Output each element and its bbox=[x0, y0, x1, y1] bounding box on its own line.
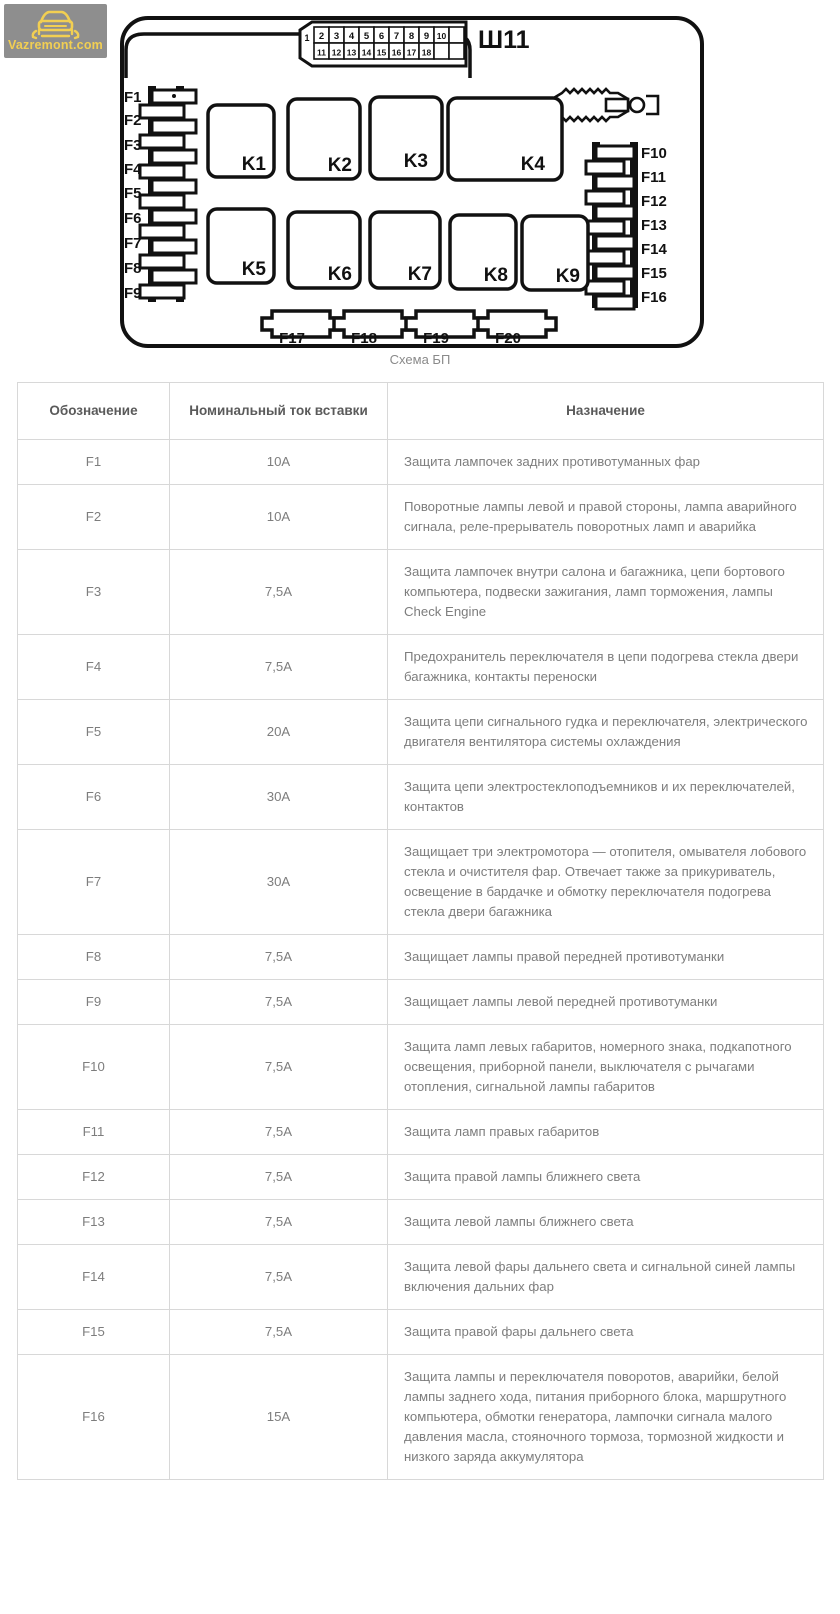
table-row bbox=[18, 1025, 824, 1110]
svg-text:12: 12 bbox=[331, 47, 342, 58]
fuse-label-f1: F1 bbox=[124, 89, 142, 106]
cell-purpose: Защита лампочек задних противотуманных фар bbox=[388, 440, 824, 485]
connector-label: Ш11 bbox=[478, 26, 530, 54]
cell-designation: F12 bbox=[18, 1155, 170, 1200]
cell-purpose: Защита левой лампы ближнего света bbox=[388, 1200, 824, 1245]
svg-text:14: 14 bbox=[361, 47, 372, 58]
cell-designation: F15 bbox=[18, 1310, 170, 1355]
table-row bbox=[18, 1110, 824, 1155]
table-row bbox=[18, 1200, 824, 1245]
cell-designation: F1 bbox=[18, 440, 170, 485]
relay-label-k5: K5 bbox=[241, 259, 266, 280]
table-row bbox=[18, 485, 824, 550]
cell-designation: F6 bbox=[18, 765, 170, 830]
fuse-label-f12: F12 bbox=[641, 193, 667, 210]
cell-purpose: Защищает три электромотора — отопителя, омывателя лобового стекла и очистителя фар. Отвечает также за прикуриватель, освещение в бардачке и обмотку переключателя подогрева стекла двери багажника bbox=[388, 830, 824, 935]
cell-purpose: Защита лампочек внутри салона и багажника, цепи бортового компьютера, подвески зажигания, ламп торможения, лампы Check Engine bbox=[388, 550, 824, 635]
fuse-label-f7: F7 bbox=[124, 235, 142, 252]
header-rating: Номинальный ток вставки bbox=[170, 383, 388, 440]
logo-text: Vazremont.com bbox=[8, 38, 103, 52]
svg-text:15: 15 bbox=[376, 47, 387, 58]
fuse-label-f14: F14 bbox=[641, 241, 667, 258]
table-header-row bbox=[18, 383, 824, 440]
svg-text:9: 9 bbox=[423, 31, 430, 42]
cell-designation: F4 bbox=[18, 635, 170, 700]
fuse-label-f4: F4 bbox=[124, 161, 142, 178]
fuse-label-f18: F18 bbox=[351, 330, 377, 347]
fuse-label-f19: F19 bbox=[423, 330, 449, 347]
cell-rating: 10A bbox=[170, 485, 388, 550]
svg-text:6: 6 bbox=[378, 31, 385, 42]
cell-rating: 7,5A bbox=[170, 1310, 388, 1355]
table-row bbox=[18, 1355, 824, 1480]
cell-purpose: Защита цепи сигнального гудка и переключателя, электрического двигателя вентилятора системы охлаждения bbox=[388, 700, 824, 765]
table-row bbox=[18, 935, 824, 980]
fuse-label-f13: F13 bbox=[641, 217, 667, 234]
table-row bbox=[18, 1155, 824, 1200]
fuse-label-f3: F3 bbox=[124, 137, 142, 154]
fuse-label-f15: F15 bbox=[641, 265, 667, 282]
cell-designation: F11 bbox=[18, 1110, 170, 1155]
fuse-label-f11: F11 bbox=[641, 169, 667, 186]
cell-purpose: Защищает лампы правой передней противотуманки bbox=[388, 935, 824, 980]
svg-text:2: 2 bbox=[318, 31, 325, 42]
table-row bbox=[18, 1245, 824, 1310]
fuse-table bbox=[17, 382, 824, 1480]
svg-text:7: 7 bbox=[393, 31, 400, 42]
cell-purpose: Защищает лампы левой передней противотуманки bbox=[388, 980, 824, 1025]
cell-purpose: Поворотные лампы левой и правой стороны, лампа аварийного сигнала, реле-прерыватель поворотных ламп и аварийка bbox=[388, 485, 824, 550]
svg-text:8: 8 bbox=[408, 31, 415, 42]
svg-text:16: 16 bbox=[391, 47, 402, 58]
table-row bbox=[18, 440, 824, 485]
cell-rating: 15A bbox=[170, 1355, 388, 1480]
relay-label-k6: K6 bbox=[327, 264, 352, 285]
cell-purpose: Защита правой фары дальнего света bbox=[388, 1310, 824, 1355]
svg-text:11: 11 bbox=[317, 47, 326, 58]
cell-designation: F9 bbox=[18, 980, 170, 1025]
cell-purpose: Защита левой фары дальнего света и сигнальной синей лампы включения дальних фар bbox=[388, 1245, 824, 1310]
relay-label-k9: K9 bbox=[555, 266, 580, 287]
cell-purpose: Защита лампы и переключателя поворотов, аварийки, белой лампы заднего хода, питания приборного блока, маршрутного компьютера, обмотки генератора, лампочки сигнала малого давления масла, стояночного тормоза, тормозной жидкости и низкого заряда аккумулятора bbox=[388, 1355, 824, 1480]
cell-designation: F13 bbox=[18, 1200, 170, 1245]
cell-purpose: Предохранитель переключателя в цепи подогрева стекла двери багажника, контакты переноски bbox=[388, 635, 824, 700]
cell-rating: 7,5A bbox=[170, 1110, 388, 1155]
relay-label-k3: K3 bbox=[403, 151, 428, 172]
cell-designation: F10 bbox=[18, 1025, 170, 1110]
fuse-label-f2: F2 bbox=[124, 112, 142, 129]
cell-rating: 7,5A bbox=[170, 1025, 388, 1110]
table-row bbox=[18, 700, 824, 765]
svg-text:17: 17 bbox=[406, 47, 417, 58]
cell-purpose: Защита ламп правых габаритов bbox=[388, 1110, 824, 1155]
table-row bbox=[18, 830, 824, 935]
cell-designation: F16 bbox=[18, 1355, 170, 1480]
cell-purpose: Защита цепи электростеклоподъемников и их переключателей, контактов bbox=[388, 765, 824, 830]
cell-rating: 7,5A bbox=[170, 1200, 388, 1245]
cell-designation: F8 bbox=[18, 935, 170, 980]
cell-rating: 7,5A bbox=[170, 1155, 388, 1200]
header-designation: Обозначение bbox=[18, 383, 170, 440]
cell-designation: F2 bbox=[18, 485, 170, 550]
table-row bbox=[18, 635, 824, 700]
svg-text:1: 1 bbox=[304, 33, 310, 43]
relay-label-k4: K4 bbox=[520, 154, 545, 175]
svg-text:13: 13 bbox=[346, 47, 357, 58]
svg-text:3: 3 bbox=[333, 31, 340, 42]
svg-text:5: 5 bbox=[363, 31, 370, 42]
relay-label-k8: K8 bbox=[483, 265, 508, 286]
cell-rating: 7,5A bbox=[170, 980, 388, 1025]
cell-rating: 10A bbox=[170, 440, 388, 485]
cell-designation: F7 bbox=[18, 830, 170, 935]
cell-purpose: Защита ламп левых габаритов, номерного знака, подкапотного освещения, приборной панели, выключателя с рычагами отопления, сигнальной лампы габаритов bbox=[388, 1025, 824, 1110]
cell-designation: F14 bbox=[18, 1245, 170, 1310]
svg-text:10: 10 bbox=[436, 31, 447, 41]
cell-rating: 7,5A bbox=[170, 1245, 388, 1310]
table-row bbox=[18, 980, 824, 1025]
car-with-wrenches-icon bbox=[4, 6, 107, 40]
diagram-caption: Схема БП bbox=[389, 352, 451, 367]
cell-rating: 30A bbox=[170, 830, 388, 935]
table-row bbox=[18, 550, 824, 635]
cell-rating: 7,5A bbox=[170, 935, 388, 980]
fuse-label-f17: F17 bbox=[279, 330, 305, 347]
cell-rating: 30A bbox=[170, 765, 388, 830]
header-purpose: Назначение bbox=[388, 383, 824, 440]
fuse-label-f9: F9 bbox=[124, 285, 142, 302]
cell-rating: 7,5A bbox=[170, 550, 388, 635]
relay-label-k2: K2 bbox=[327, 155, 352, 176]
cell-rating: 20A bbox=[170, 700, 388, 765]
fuse-label-f8: F8 bbox=[124, 260, 142, 277]
site-logo[interactable] bbox=[4, 4, 107, 58]
cell-purpose: Защита правой лампы ближнего света bbox=[388, 1155, 824, 1200]
fuse-rack-left bbox=[124, 86, 196, 302]
fuse-label-f16: F16 bbox=[641, 289, 667, 306]
cell-rating: 7,5A bbox=[170, 635, 388, 700]
cell-designation: F3 bbox=[18, 550, 170, 635]
fuse-box-diagram bbox=[0, 0, 840, 372]
fuse-label-f5: F5 bbox=[124, 185, 142, 202]
svg-text:4: 4 bbox=[348, 31, 355, 42]
fuse-box-svg bbox=[0, 0, 840, 372]
svg-text:18: 18 bbox=[421, 47, 432, 58]
fuse-label-f10: F10 bbox=[641, 145, 667, 162]
cell-designation: F5 bbox=[18, 700, 170, 765]
relay-label-k1: K1 bbox=[241, 154, 266, 175]
table-row bbox=[18, 1310, 824, 1355]
table-row bbox=[18, 765, 824, 830]
fuse-label-f6: F6 bbox=[124, 210, 142, 227]
fuse-label-f20: F20 bbox=[495, 330, 521, 347]
relay-label-k7: K7 bbox=[407, 264, 432, 285]
